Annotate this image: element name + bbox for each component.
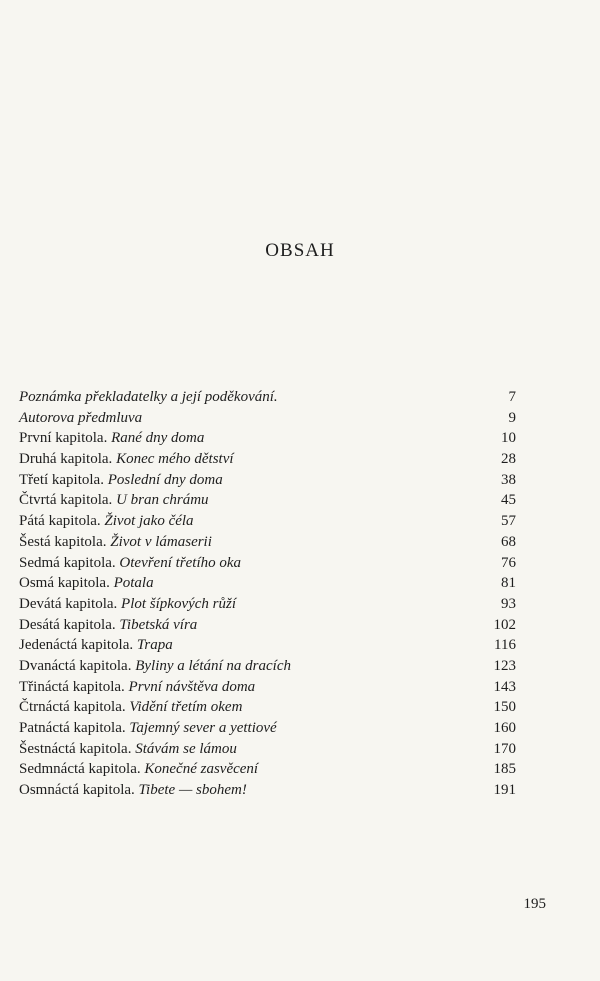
table-of-contents	[19, 387, 516, 801]
toc-entry	[19, 573, 516, 594]
entry-prefix: Čtrnáctá kapitola.	[19, 699, 130, 716]
toc-entry	[19, 553, 516, 574]
entry-title: Trapa	[136, 637, 173, 654]
entry-title: Život jako čéla	[104, 513, 194, 530]
toc-entry	[19, 594, 516, 615]
entry-page-number: 68	[497, 532, 516, 553]
entry-prefix: Šestnáctá kapitola.	[19, 740, 136, 757]
entry-title: Byliny a létání na dracích	[135, 657, 291, 674]
entry-page-number: 10	[497, 428, 516, 449]
entry-title: Otevření třetího oka	[119, 554, 242, 571]
entry-page-number: 150	[490, 697, 517, 718]
entry-page-number: 102	[490, 615, 517, 636]
entry-title: Rané dny doma	[111, 430, 205, 447]
toc-entry	[19, 449, 516, 470]
entry-prefix: Třetí kapitola.	[19, 471, 108, 488]
entry-prefix: Čtvrtá kapitola.	[19, 492, 117, 509]
entry-page-number: 160	[490, 718, 517, 739]
toc-entry	[19, 615, 516, 636]
entry-title: Život v lámaserii	[110, 533, 212, 550]
entry-title: Tibetská víra	[119, 616, 198, 633]
entry-title: Plot šípkových růží	[121, 595, 237, 612]
toc-entry	[19, 656, 516, 677]
entry-prefix: Šestá kapitola.	[19, 533, 111, 550]
entry-prefix: Pátá kapitola.	[19, 513, 105, 530]
entry-title: Poslední dny doma	[107, 471, 223, 488]
entry-page-number: 93	[497, 594, 516, 615]
toc-entry	[19, 408, 516, 429]
entry-page-number: 143	[490, 677, 517, 698]
entry-prefix: Třináctá kapitola.	[19, 678, 129, 695]
entry-title: První návštěva doma	[128, 678, 256, 695]
toc-entry	[19, 739, 516, 760]
entry-page-number: 45	[497, 490, 516, 511]
entry-prefix: Sedmnáctá kapitola.	[19, 761, 145, 778]
entry-page-number: 9	[505, 408, 517, 429]
entry-page-number: 116	[490, 635, 516, 656]
entry-prefix: Patnáctá kapitola.	[19, 720, 130, 736]
entry-title: Konec mého dětství	[116, 451, 234, 468]
entry-title: Tajemný sever a yettiové	[129, 720, 277, 736]
entry-title: Poznámka překladatelky a její poděkování.	[19, 389, 278, 405]
entry-prefix: Osmnáctá kapitola.	[19, 782, 139, 799]
entry-page-number: 76	[497, 553, 516, 574]
entry-prefix: Druhá kapitola.	[19, 451, 117, 468]
page-title: OBSAH	[265, 240, 335, 261]
entry-prefix: Devátá kapitola.	[19, 595, 122, 612]
toc-entry	[19, 532, 516, 553]
entry-title: Autorova předmluva	[19, 409, 143, 426]
entry-prefix: Jedenáctá kapitola.	[19, 637, 137, 654]
entry-page-number: 191	[490, 780, 517, 801]
toc-entry	[19, 780, 516, 801]
entry-prefix: Dvanáctá kapitola.	[19, 657, 136, 674]
toc-entry	[19, 718, 516, 739]
toc-entry	[19, 677, 516, 698]
entry-page-number: 170	[490, 739, 517, 760]
entry-prefix: Osmá kapitola.	[19, 575, 114, 592]
toc-entry	[19, 759, 516, 780]
entry-page-number: 7	[505, 387, 517, 408]
entry-title: Stávám se lámou	[135, 740, 237, 757]
toc-entry	[19, 470, 516, 491]
toc-entry	[19, 697, 516, 718]
entry-prefix: První kapitola.	[19, 430, 112, 447]
entry-title: Konečné zasvěcení	[144, 761, 259, 778]
page-folio-number: 195	[523, 896, 546, 912]
entry-page-number: 38	[497, 470, 516, 491]
entry-title: Potala	[113, 575, 154, 592]
entry-page-number: 185	[490, 759, 517, 780]
entry-page-number: 123	[490, 656, 517, 677]
entry-title: Tibete — sbohem!	[138, 782, 247, 799]
entry-title: Vidění třetím okem	[129, 699, 243, 716]
entry-prefix: Sedmá kapitola.	[19, 554, 120, 571]
entry-page-number: 81	[497, 573, 516, 594]
entry-page-number: 28	[497, 449, 516, 470]
entry-page-number: 57	[497, 511, 516, 532]
toc-entry	[19, 511, 516, 532]
toc-entry	[19, 490, 516, 511]
toc-entry	[19, 428, 516, 449]
entry-prefix: Desátá kapitola.	[19, 616, 120, 633]
toc-entry	[19, 635, 516, 656]
entry-title: U bran chrámu	[116, 492, 209, 509]
toc-entry	[19, 387, 516, 408]
